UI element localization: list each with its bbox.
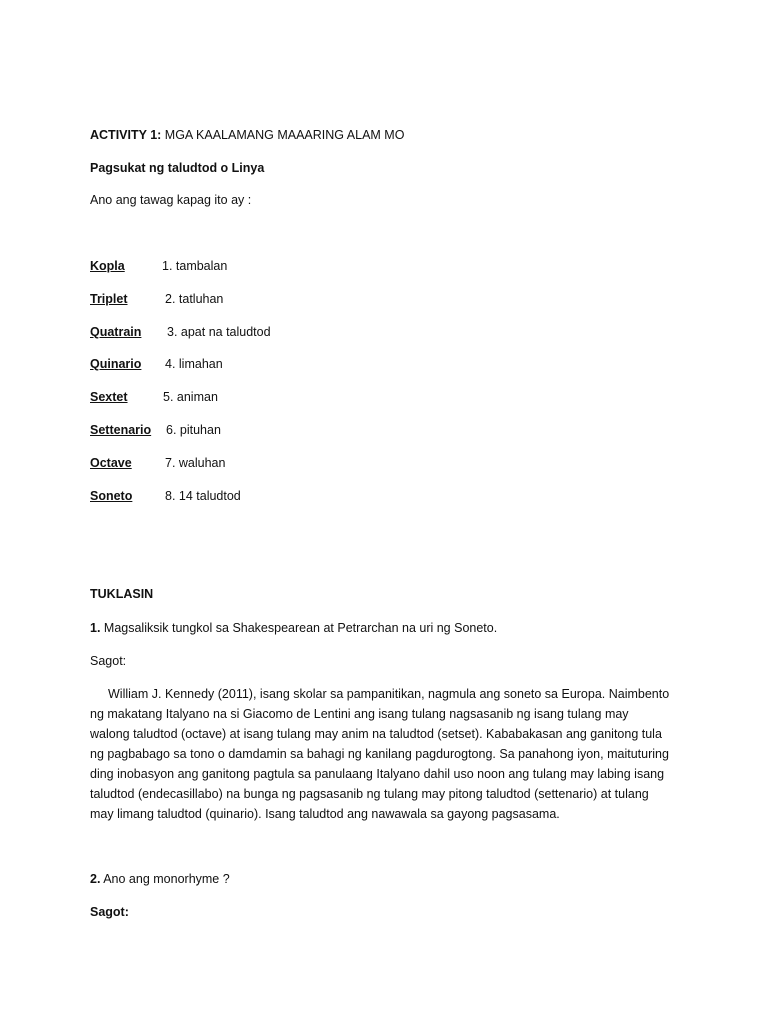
document-page xyxy=(90,0,690,1024)
term: Kopla xyxy=(90,259,125,273)
term: Octave xyxy=(90,456,132,470)
term-definition: 5. animan xyxy=(163,390,218,404)
term: Settenario xyxy=(90,423,152,437)
question-2-text: Ano ang monorhyme ? xyxy=(100,872,230,886)
term-definition: 2. tatluhan xyxy=(165,292,224,306)
answer-label-1: Sagot: xyxy=(90,654,127,668)
term-row xyxy=(90,292,490,308)
term: Quatrain xyxy=(90,325,142,339)
question-1-number: 1. xyxy=(90,621,101,635)
term-row xyxy=(90,357,490,373)
question-2-number: 2. xyxy=(90,872,101,886)
term-row xyxy=(90,456,490,472)
question-2 xyxy=(90,872,230,886)
term-definition: 1. tambalan xyxy=(162,259,228,273)
tuklasin-heading: TUKLASIN xyxy=(90,587,154,601)
term-definition: 7. waluhan xyxy=(165,456,226,470)
activity-title: MGA KAALAMANG MAAARING ALAM MO xyxy=(161,128,405,142)
term: Soneto xyxy=(90,489,133,503)
answer-label-2: Sagot: xyxy=(90,905,129,919)
term: Sextet xyxy=(90,390,128,404)
question-intro: Ano ang tawag kapag ito ay : xyxy=(90,193,252,207)
term-definition: 8. 14 taludtod xyxy=(165,489,241,503)
term: Quinario xyxy=(90,357,142,371)
answer-paragraph: William J. Kennedy (2011), isang skolar sa pampanitikan, nagmula ang soneto sa Europa. Naimbento ng makatang Italyano na si Giacomo de Lentini ang isang tulang nagsasanib ng isang tulang may walong taludtod (octave) at isang tulang may anim na taludtod (setset). Kababakasan ang ganitong tula ng pagbabago sa tono o damdamin sa bahagi ng kanilang pagdurogtong. Sa panahong iyon, maituturing ding inobasyon ang ganitong pagtula sa panulaang Italyano dahil uso noon ang tulang may labing isang taludtod (endecasillabo) na bunga ng pagsasanib ng tulang may pitong taludtod (settenario) at tulang may limang taludtod (quinario). Isang taludtod ang nawawala sa gayong pagsasama. xyxy=(90,687,670,821)
term-row xyxy=(90,259,490,275)
activity-label: ACTIVITY 1: xyxy=(90,128,162,142)
term-definition: 6. pituhan xyxy=(166,423,221,437)
subtitle: Pagsukat ng taludtod o Linya xyxy=(90,161,265,175)
activity-heading xyxy=(90,128,404,142)
term-row xyxy=(90,423,490,439)
term-row xyxy=(90,325,490,341)
question-1 xyxy=(90,621,497,635)
term-definition: 3. apat na taludtod xyxy=(167,325,271,339)
question-1-text: Magsaliksik tungkol sa Shakespearean at Petrarchan na uri ng Soneto. xyxy=(100,621,498,635)
term-definition: 4. limahan xyxy=(165,357,223,371)
term: Triplet xyxy=(90,292,128,306)
term-row xyxy=(90,390,490,406)
term-row xyxy=(90,489,490,505)
